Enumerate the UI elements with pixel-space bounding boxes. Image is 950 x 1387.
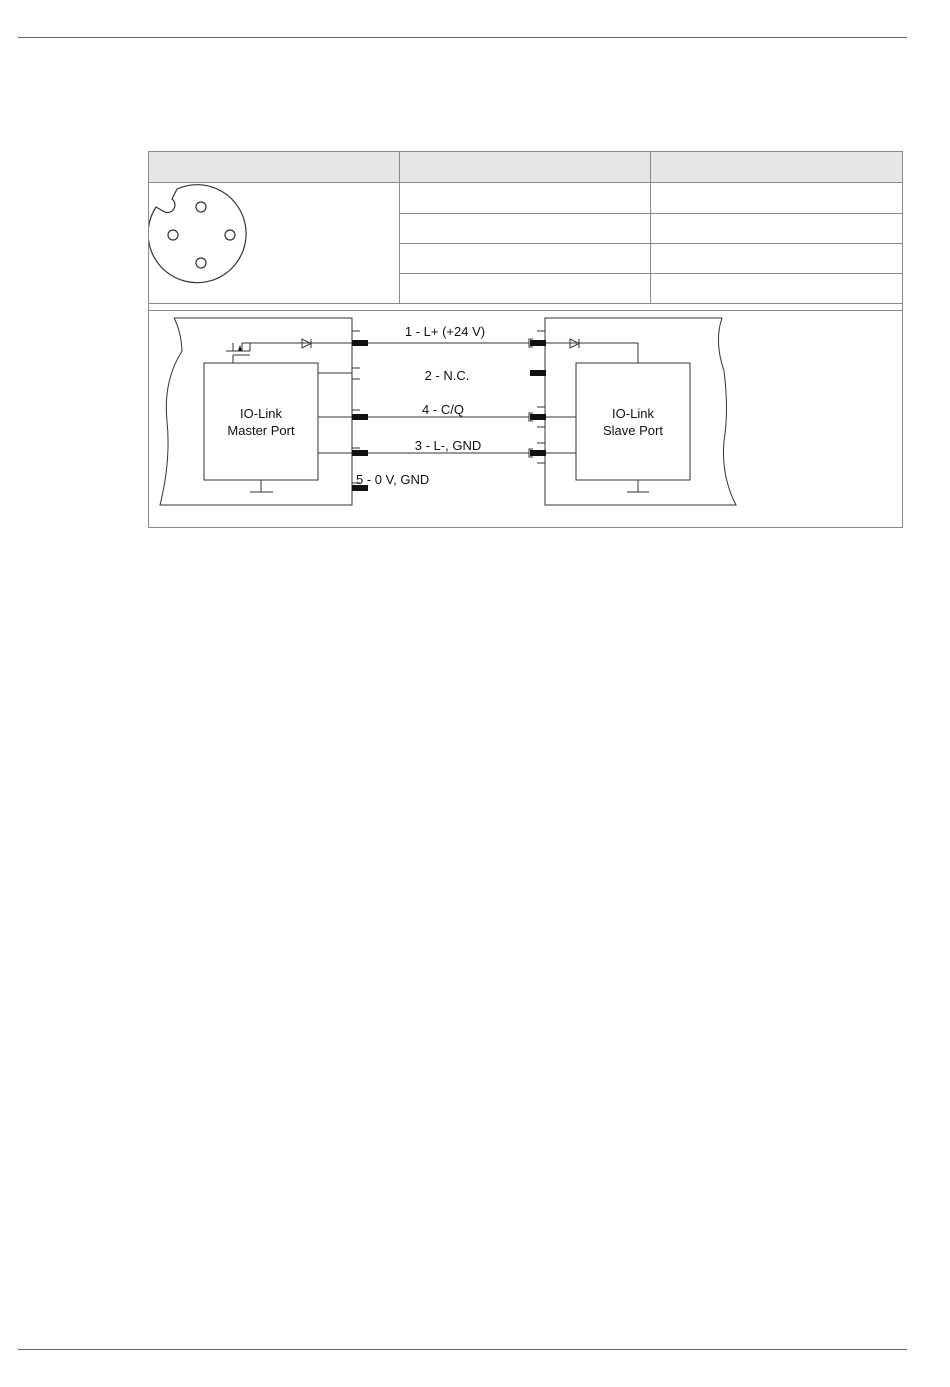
row-divider: [399, 243, 903, 244]
header-rule: [18, 37, 907, 38]
wire-label-pin2: 2 - N.C.: [424, 368, 470, 383]
table-header-row: [149, 152, 902, 183]
column-divider: [650, 152, 651, 303]
wire-label-pin5: 5 - 0 V, GND: [356, 472, 430, 487]
row-divider: [399, 213, 903, 214]
wire-label-pin3: 3 - L-, GND: [414, 438, 482, 453]
slave-label-line1: IO-Link: [612, 406, 654, 421]
wire-label-pin1: 1 - L+ (+24 V): [404, 324, 486, 339]
slave-label-line2: Slave Port: [603, 423, 663, 438]
io-link-circuit-diagram: [149, 311, 902, 527]
row-divider: [399, 273, 903, 274]
row-divider: [149, 303, 903, 304]
master-label-line1: IO-Link: [240, 406, 282, 421]
footer-rule: [18, 1349, 907, 1350]
wire-label-pin4: 4 - C/Q: [422, 402, 464, 417]
pin-assignment-table: [148, 151, 903, 528]
master-label-line2: Master Port: [227, 423, 295, 438]
column-divider: [399, 152, 400, 303]
m12-connector-icon: [149, 183, 259, 293]
